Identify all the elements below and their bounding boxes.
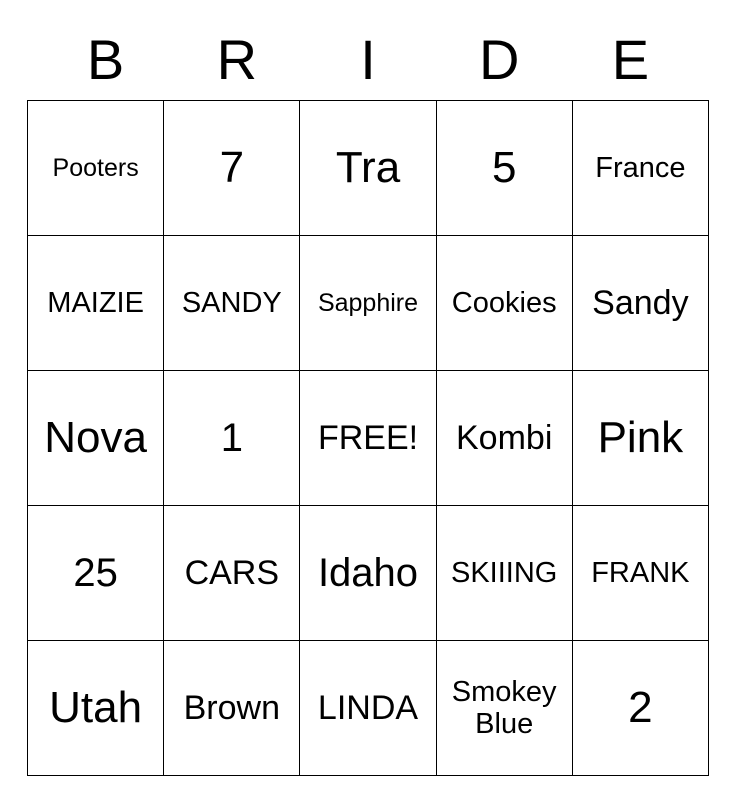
bingo-cell-r5[interactable]: Brown	[164, 641, 300, 776]
header-letter-r: R	[216, 28, 258, 91]
bingo-cell-r4[interactable]: CARS	[164, 506, 300, 641]
bingo-cell-e3[interactable]: Pink	[572, 371, 708, 506]
header-letter-b: B	[86, 28, 125, 91]
bingo-cell-e1[interactable]: France	[572, 101, 708, 236]
bingo-header-row	[40, 0, 696, 94]
bingo-cell-d5[interactable]: Smokey Blue	[436, 641, 572, 776]
table-row	[28, 371, 709, 506]
header-letter-e: E	[611, 28, 650, 91]
bingo-cell-d2[interactable]: Cookies	[436, 236, 572, 371]
table-row	[28, 101, 709, 236]
bingo-cell-b2[interactable]: MAIZIE	[28, 236, 164, 371]
bingo-cell-b4[interactable]: 25	[28, 506, 164, 641]
bingo-cell-free[interactable]: FREE!	[300, 371, 436, 506]
bingo-cell-i4[interactable]: Idaho	[300, 506, 436, 641]
bingo-cell-d1[interactable]: 5	[436, 101, 572, 236]
bingo-cell-e5[interactable]: 2	[572, 641, 708, 776]
bingo-cell-r3[interactable]: 1	[164, 371, 300, 506]
bingo-cell-b5[interactable]: Utah	[28, 641, 164, 776]
table-row	[28, 641, 709, 776]
bingo-cell-r1[interactable]: 7	[164, 101, 300, 236]
bingo-cell-i1[interactable]: Tra	[300, 101, 436, 236]
table-row	[28, 506, 709, 641]
bingo-cell-b3[interactable]: Nova	[28, 371, 164, 506]
bingo-grid	[27, 100, 709, 776]
bingo-cell-r2[interactable]: SANDY	[164, 236, 300, 371]
bingo-cell-e2[interactable]: Sandy	[572, 236, 708, 371]
bingo-cell-e4[interactable]: FRANK	[572, 506, 708, 641]
bingo-cell-d3[interactable]: Kombi	[436, 371, 572, 506]
header-letter-i: I	[360, 28, 376, 91]
table-row	[28, 236, 709, 371]
bingo-cell-i5[interactable]: LINDA	[300, 641, 436, 776]
bingo-cell-b1[interactable]: Pooters	[28, 101, 164, 236]
bingo-cell-i2[interactable]: Sapphire	[300, 236, 436, 371]
bingo-cell-d4[interactable]: SKIIING	[436, 506, 572, 641]
header-letter-d: D	[478, 28, 520, 91]
